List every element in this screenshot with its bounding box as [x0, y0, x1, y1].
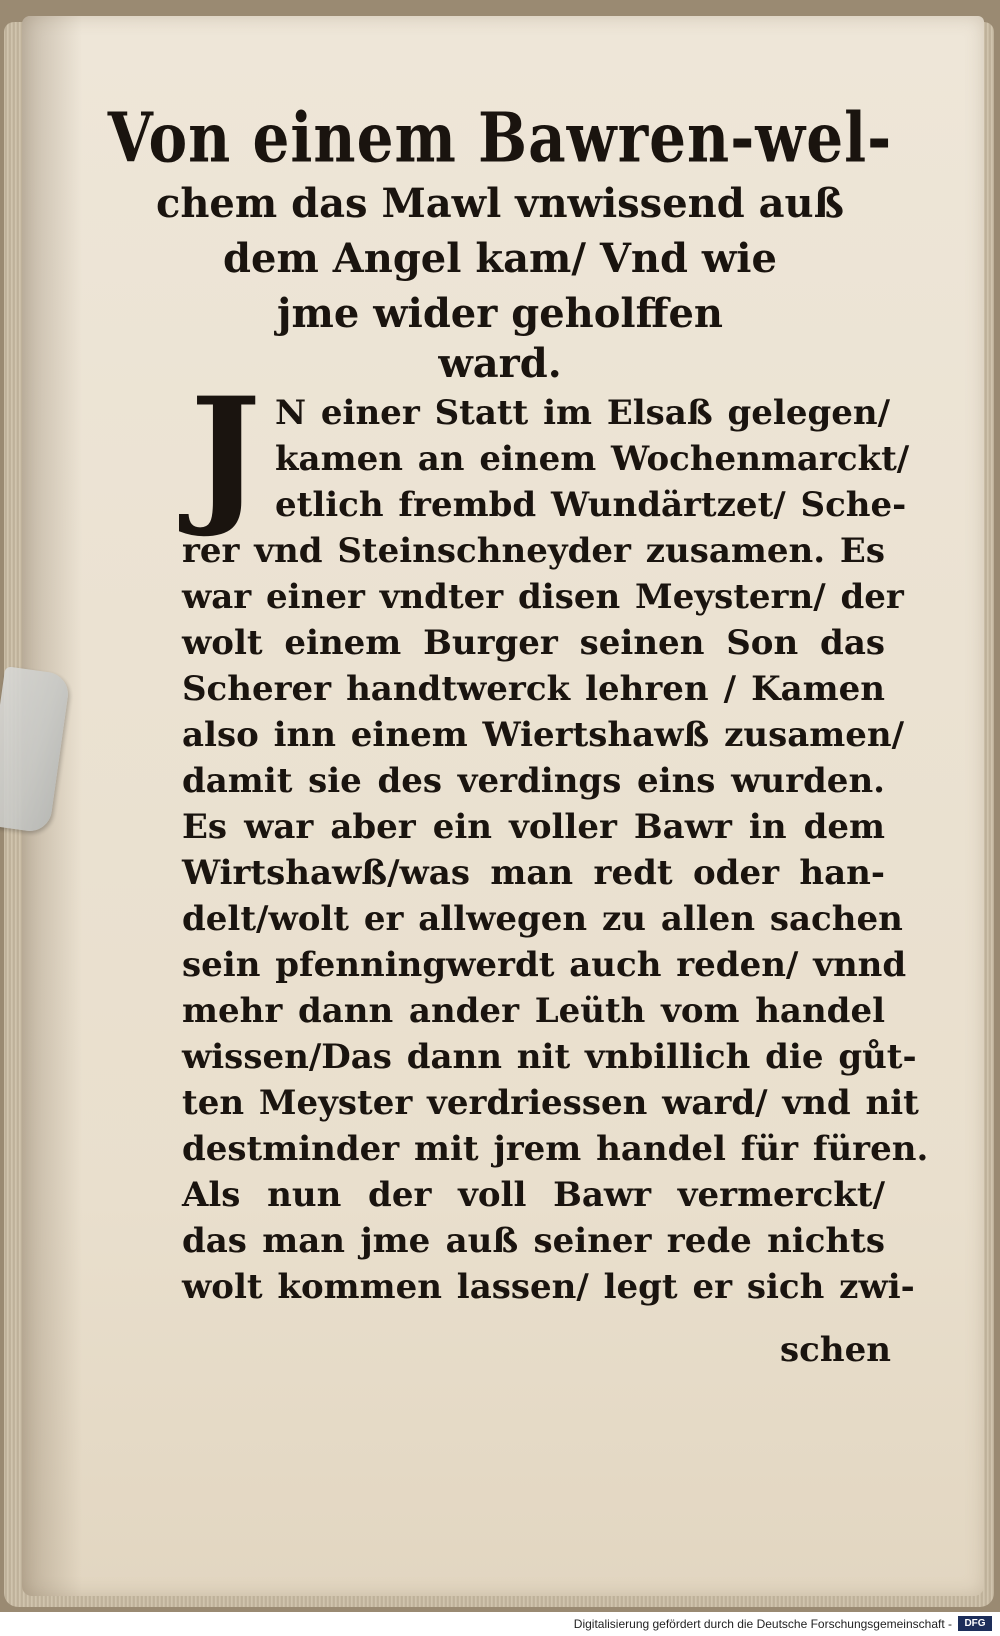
body-line: wolt kommen lassen/ legt er sich zwi- [182, 1267, 915, 1307]
body-line: Es war aber ein voller Bawr in dem [182, 807, 885, 847]
body-line: das man jme auß seiner rede nichts [182, 1221, 885, 1261]
drop-capital: J [190, 365, 261, 541]
dfg-logo: DFG [958, 1616, 992, 1631]
show-through-ghost-text [160, 1310, 260, 1346]
body-line: ten Meyster verdriessen ward/ vnd nit [182, 1083, 919, 1123]
chapter-heading-line-3: dem Angel kam/ Vnd wie [223, 235, 777, 282]
chapter-heading-line-4: jme wider geholffen [277, 290, 723, 337]
catchword: schen [780, 1330, 891, 1370]
body-line: Wirtshawß/was man redt oder han- [182, 853, 885, 893]
body-line: kamen an einem Wochenmarckt/ [275, 439, 910, 479]
chapter-heading-line-5: ward. [438, 340, 562, 387]
body-line: delt/wolt er allwegen zu allen sachen [182, 899, 903, 939]
body-line: wolt einem Burger seinen Son das [182, 623, 885, 663]
body-line: also inn einem Wiertshawß zusamen/ [182, 715, 905, 755]
body-line: war einer vndter disen Meystern/ der [182, 577, 904, 617]
body-line: Scherer handtwerck lehren / Kamen [182, 669, 885, 709]
body-line: rer vnd Steinschneyder zusamen. Es [182, 531, 885, 571]
chapter-heading-line-1: Von einem Bawren-wel- [107, 98, 893, 179]
chapter-heading-line-2: chem das Mawl vnwissend auß [155, 180, 845, 227]
body-line: mehr dann ander Leüth vom handel [182, 991, 885, 1031]
body-line: sein pfenningwerdt auch reden/ vnnd [182, 945, 907, 985]
funding-credit: Digitalisierung gefördert durch die Deutsche Forschungsgemeinschaft - [573, 1617, 952, 1631]
body-line: destminder mit jrem handel für füren. [182, 1129, 929, 1169]
body-line: Als nun der voll Bawr vermerckt/ [182, 1175, 885, 1215]
body-line: etlich frembd Wundärtzet/ Sche- [275, 485, 907, 525]
body-line: N einer Statt im Elsaß gelegen/ [275, 393, 890, 433]
body-line: damit sie des verdings eins wurden. [182, 761, 885, 801]
digitization-footer [0, 1612, 1000, 1636]
body-line: wissen/Das dann nit vnbillich die gůt- [182, 1037, 917, 1077]
